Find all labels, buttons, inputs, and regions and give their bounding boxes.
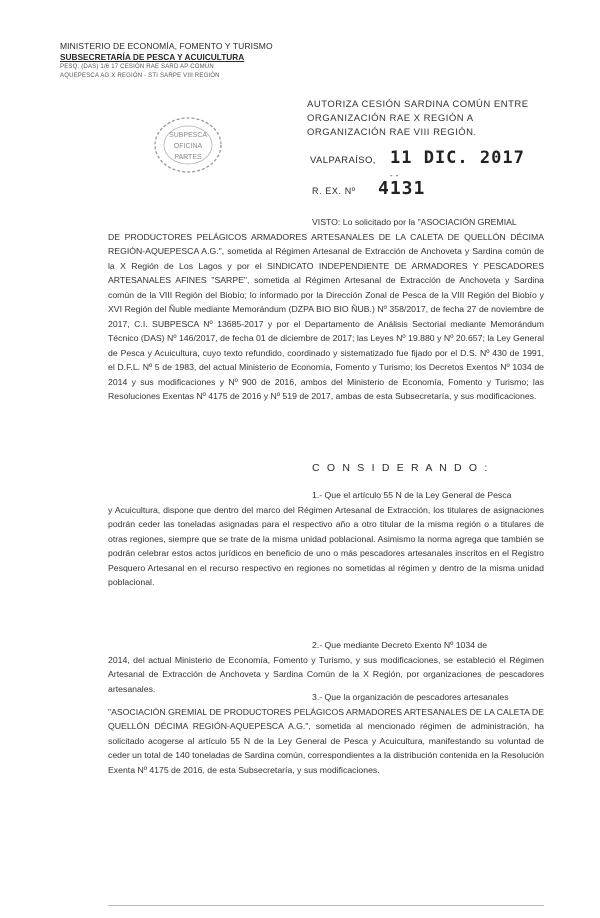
footer-divider — [108, 905, 544, 906]
considerando-2-lead: 2.- Que mediante Decreto Exento Nº 1034 de — [312, 640, 488, 650]
resolution-number-label: R. EX. Nº — [312, 186, 356, 196]
considerando-heading: C O N S I D E R A N D O : — [312, 462, 490, 474]
considerando-2-body: 2014, del actual Ministerio de Economía, Fomento y Turismo, y sus modificaciones, se estableció el Régimen Artesanal de Extracción de Anchoveta y Sardina Común de la X Región, por organizaciones de pescadores artesanales. — [108, 654, 544, 694]
stamp-text-3: PARTES — [174, 154, 202, 161]
visto-section — [108, 215, 544, 404]
place-label: VALPARAÍSO, — [310, 155, 376, 166]
office-stamp — [150, 113, 226, 177]
memo-reference-line-2: AQUEPESCA AG X REGIÓN - STI SARPE VIII REGIÓN — [60, 72, 220, 79]
considerando-1-body: y Acuicultura, dispone que dentro del marco del Régimen Artesanal de Extracción, los titulares de asignaciones podrán ceder las toneladas asignadas para el respectivo año a otro titular de la misma región o a titulares de otras regiones, siempre que se trate de la misma unidad poblacional. Asimismo la norma agrega que también se podrán celebrar estos actos jurídicos en beneficio de uno o más pescadores artesanales inscritos en el Registro Pesquero Artesanal en el recurso respectivo en regiones no sometidas al régimen y dentro de la misma unidad poblacional. — [108, 504, 544, 587]
considerando-2 — [108, 638, 544, 696]
considerando-1-lead: 1.- Que el artículo 55 N de la Ley General de Pesca — [312, 490, 512, 500]
letterhead — [60, 41, 280, 80]
visto-lead: VISTO: Lo solicitado por la "ASOCIACIÓN GREMIAL — [312, 217, 517, 227]
resolution-number: 4131 — [378, 178, 426, 199]
considerando-3 — [108, 690, 544, 777]
memo-reference-line-1: PESQ. (DAS) 1/6 17 CESIÓN RAE SARD AP COMÚN — [60, 64, 214, 70]
ministry-name: MINISTERIO DE ECONOMÍA, FOMENTO Y TURISMO — [60, 41, 273, 51]
resolution-date: 11 DIC. 2017 — [390, 148, 525, 168]
subsecretaria-name: SUBSECRETARÍA DE PESCA Y ACUICULTURA — [60, 52, 245, 62]
resolution-subject: AUTORIZA CESIÓN SARDINA COMÚN ENTRE ORGANIZACIÓN RAE X REGIÓN A ORGANIZACIÓN RAE VIII REGIÓN. — [307, 99, 529, 138]
stamp-text-1: SUBPESCA — [168, 132, 208, 139]
visto-body: DE PRODUCTORES PELÁGICOS ARMADORES ARTESANALES DE LA CALETA DE QUELLÓN DÉCIMA REGIÓN-AQUEPESCA A.G.", sometida al Régimen Artesanal de Extracción de Anchoveta y Sardina común de la X Región de Los Lagos y por el SINDICATO INDEPENDIENTE DE ARMADORES Y PESCADORES ARTESANALES AFINES "SARPE", sometida al Régimen Artesanal de Extracción de Anchoveta y Sardina común de la VIII Región del Biobío; lo informado por la Dirección Zonal de Pesca de la VIII Región del Biobío y XVI Región del Ñuble mediante Memorándum (DZPA BIO BIO ÑUB.) Nº 358/2017, de fecha 27 de noviembre de 2017, C.I. SUBPESCA Nº 13685-2017 y por el Departamento de Análisis Sectorial mediante Memorándum Técnico (DAS) Nº 146/2017, de fecha 01 de diciembre de 2017; las Leyes Nº 19.880 y Nº 20.657; la Ley General de Pesca y Acuicultura, cuyo texto refundido, coordinado y sistematizado fue fijado por el D.S. Nº 430 de 1991, el D.F.L. Nº 5 de 1983, del actual Ministerio de Economía, Fomento y Turismo; los Decretos Exentos Nº 1034 de 2014 y sus modificaciones y Nº 900 de 2016, ambos del Ministerio de Economía, Fomento y Turismo; las Resoluciones Exentas Nº 4175 de 2016 y Nº 519 de 2017, ambas de esta Subsecretaría, y sus modificaciones. — [108, 231, 544, 401]
considerando-3-lead: 3.- Que la organización de pescadores artesanales — [312, 692, 509, 702]
considerando-1 — [108, 488, 544, 590]
considerando-3-body: "ASOCIACIÓN GREMIAL DE PRODUCTORES PELÁGICOS ARMADORES ARTESANALES DE LA CALETA DE QUELLÓN DÉCIMA REGIÓN-AQUEPESCA A.G.", sometida al mencionado régimen de administración, ha solicitado acogerse al artículo 55 N de la Ley General de Pesca y Acuicultura, manifestando su voluntad de ceder un total de 140 toneladas de Sardina común, correspondientes a la distribución contenida en la Resolución Exenta Nº 4175 de 2016, de esta Subsecretaría, y sus modificaciones. — [108, 706, 544, 775]
stamp-text-2: OFICINA — [173, 143, 203, 150]
date-underline-marks: - - — [390, 171, 399, 180]
